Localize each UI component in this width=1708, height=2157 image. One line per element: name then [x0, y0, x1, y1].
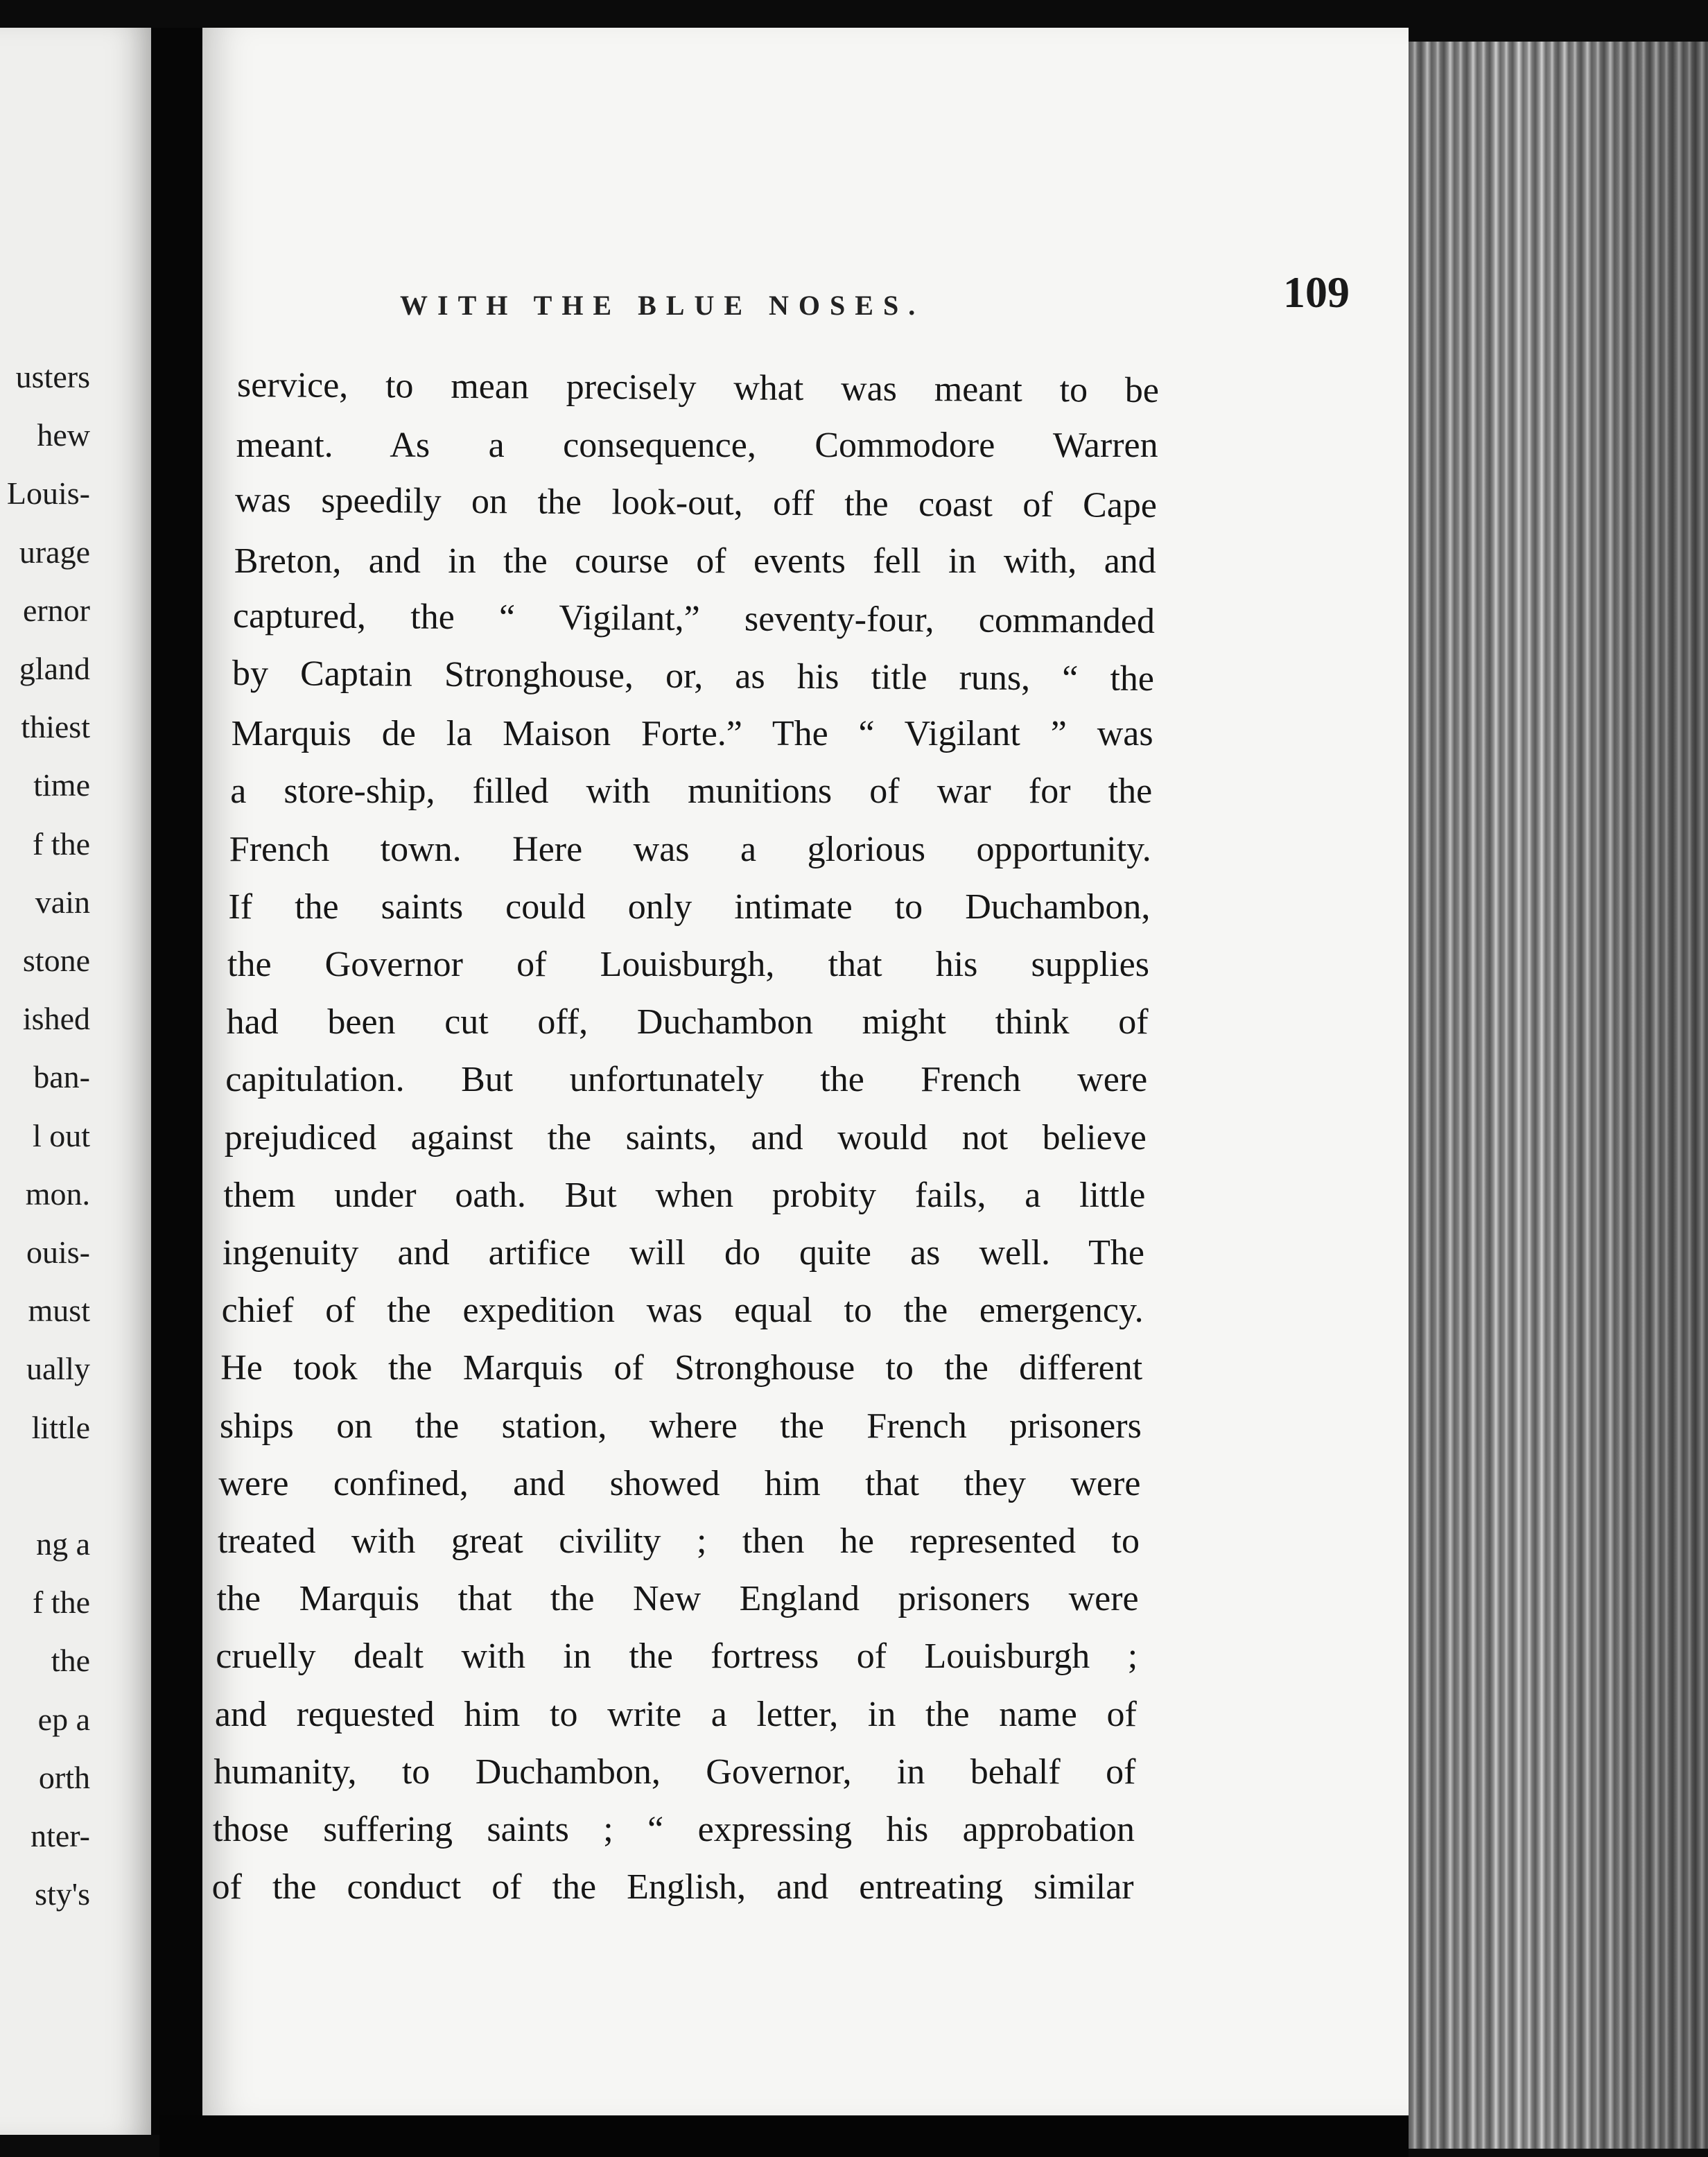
text-line: ships on the station, where the French prisoners	[219, 1406, 1142, 1446]
text-line: cruelly dealt with in the fortress of Louisburgh ;	[216, 1636, 1138, 1677]
running-head	[400, 267, 1350, 329]
text-line: of the conduct of the English, and entreating similar	[211, 1867, 1134, 1907]
left-page-line: f the	[32, 1584, 90, 1621]
text-line: was speedily on the look-out, off the coast of Cape	[235, 480, 1158, 526]
left-page-line: thiest	[21, 709, 90, 745]
left-page-line: sty's	[35, 1876, 90, 1912]
left-page-line: the	[51, 1643, 90, 1679]
text-line: chief of the expedition was equal to the emergency.	[221, 1291, 1144, 1331]
text-line: Marquis de la Maison Forte.” The “ Vigilant ” was	[231, 714, 1153, 754]
text-line: service, to mean precisely what was meant to be	[236, 365, 1160, 411]
left-page-line: vain	[35, 884, 90, 920]
book-gutter	[151, 28, 202, 2135]
left-page-line: ban-	[33, 1059, 90, 1095]
text-line: had been cut off, Duchambon might think of	[226, 1002, 1149, 1042]
left-page-line: ernor	[22, 592, 90, 628]
left-page-line: ep a	[37, 1701, 90, 1737]
text-line: If the saints could only intimate to Duchambon,	[228, 887, 1151, 927]
left-page-line: urage	[19, 534, 90, 570]
right-page	[202, 28, 1409, 2115]
text-line: Breton, and in the course of events fell in with, and	[234, 541, 1156, 581]
left-page-line: must	[28, 1293, 90, 1329]
left-page-line: ouis-	[26, 1234, 90, 1270]
text-line: those suffering saints ; “ expressing his approbation	[213, 1810, 1135, 1849]
text-line: captured, the “ Vigilant,” seventy-four, commanded	[233, 595, 1156, 641]
left-page-line: time	[33, 767, 90, 803]
page-number: 109	[1283, 268, 1350, 317]
left-page-line: hew	[37, 417, 90, 453]
text-line: were confined, and showed him that they were	[218, 1463, 1141, 1503]
left-page-line: orth	[38, 1759, 90, 1795]
left-page-line: gland	[19, 651, 90, 686]
text-line: by Captain Stronghouse, or, as his title runs, “ the	[232, 653, 1155, 699]
text-line: meant. As a consequence, Commodore Warren	[236, 426, 1158, 466]
text-line: them under oath. But when probity fails, a little	[223, 1175, 1146, 1215]
text-line: and requested him to write a letter, in the name of	[214, 1694, 1137, 1734]
left-page-line: ually	[26, 1351, 90, 1387]
text-line: treated with great civility ; then he represented to	[218, 1521, 1140, 1561]
left-page-line: usters	[15, 359, 90, 394]
left-page-line: stone	[22, 943, 90, 978]
left-page-line: ished	[22, 1001, 90, 1037]
text-line: the Marquis that the New England prisoners were	[216, 1579, 1139, 1619]
text-line: the Governor of Louisburgh, that his supplies	[227, 945, 1149, 984]
left-page-line: ng a	[36, 1526, 90, 1562]
text-line: ingenuity and artifice will do quite as well. The	[223, 1233, 1144, 1273]
left-page-line: f the	[32, 826, 90, 862]
left-page-line: mon.	[25, 1176, 90, 1212]
text-line: capitulation. But unfortunately the French were	[225, 1060, 1148, 1100]
text-line: humanity, to Duchambon, Governor, in behalf of	[214, 1752, 1136, 1792]
bottom-shadow	[159, 2115, 1409, 2157]
left-page-line: little	[31, 1409, 90, 1445]
running-head-title: WITH THE BLUE NOSES.	[400, 290, 925, 321]
text-line: French town. Here was a glorious opportunity.	[229, 829, 1151, 869]
left-page-line: l out	[32, 1117, 90, 1153]
left-page-line: Louis-	[6, 475, 90, 512]
fore-edge-shadow	[1409, 42, 1708, 2149]
left-page-line: nter-	[31, 1818, 90, 1853]
text-line: a store-ship, filled with munitions of war for the	[230, 771, 1153, 812]
text-line: prejudiced against the saints, and would not believe	[224, 1117, 1147, 1158]
left-page	[0, 28, 151, 2135]
text-line: He took the Marquis of Stronghouse to the different	[220, 1348, 1143, 1388]
